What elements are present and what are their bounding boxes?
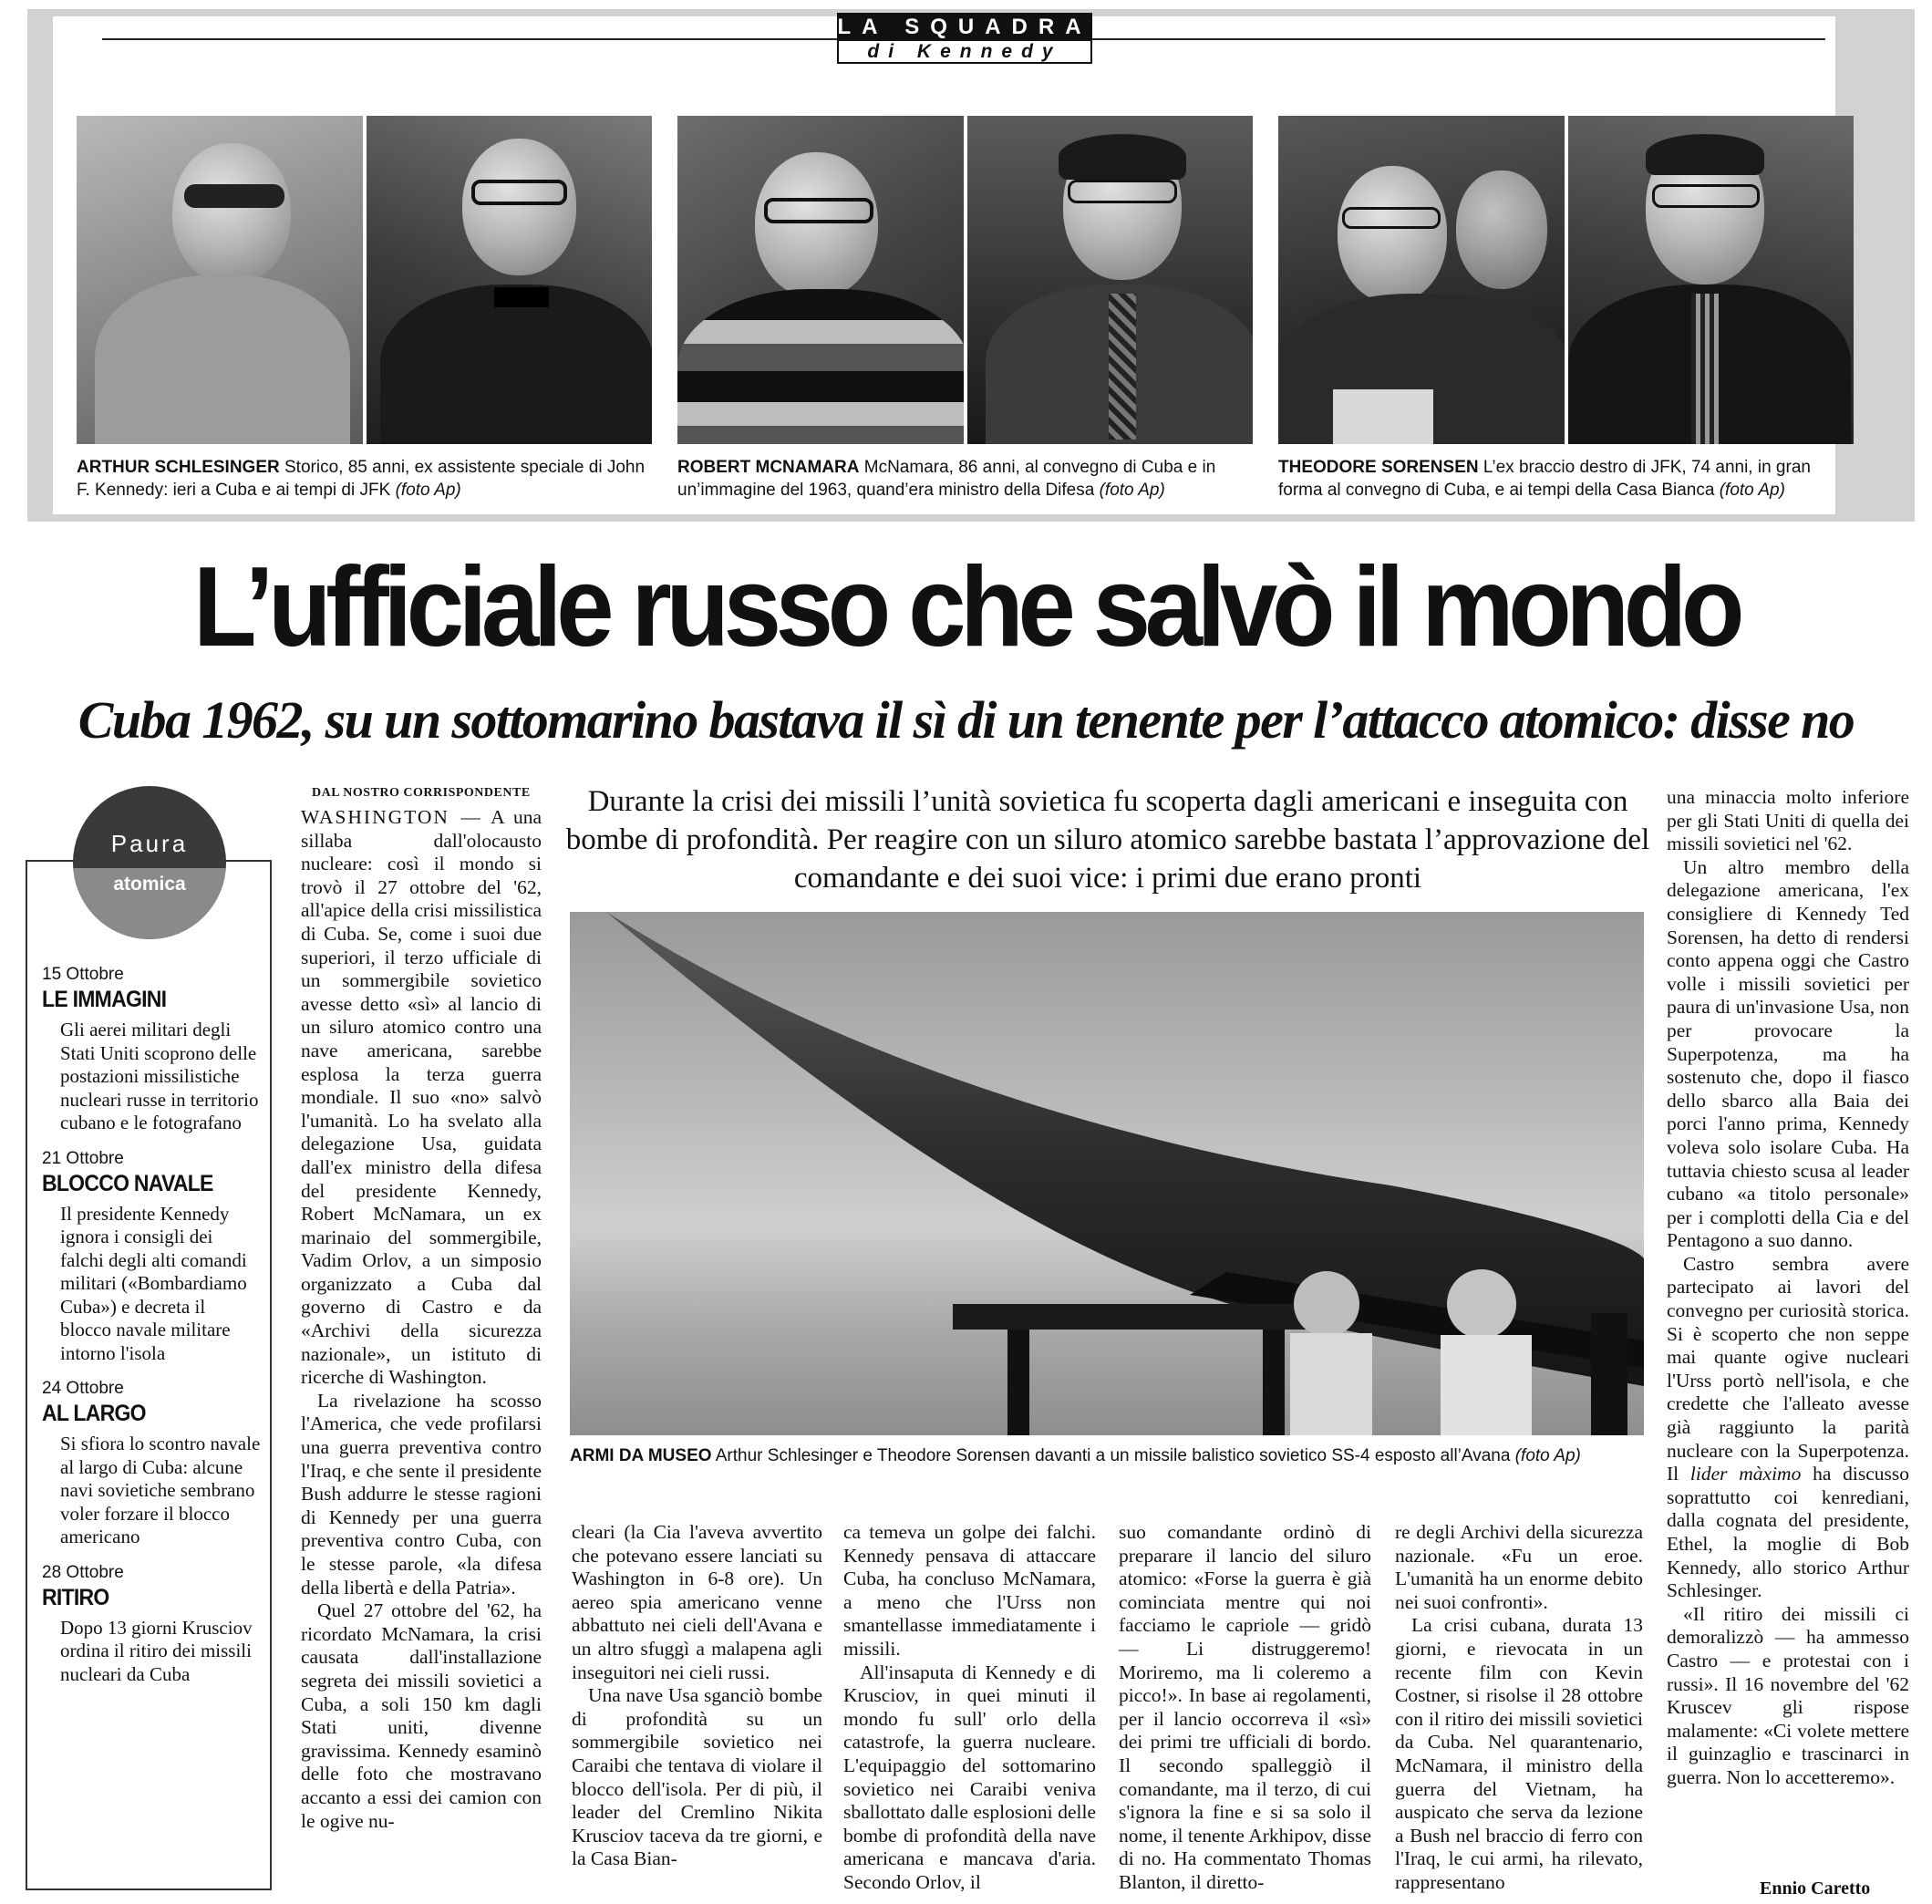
timeline-entry xyxy=(42,1378,261,1549)
photo-pair-mcnamara xyxy=(677,116,1253,444)
photo-pair-sorensen xyxy=(1278,116,1854,444)
kicker-bottom: di Kennedy xyxy=(837,41,1092,64)
photo-sorensen-white-house xyxy=(1568,116,1855,444)
caption-text: McNamara, 86 anni, al convegno di Cuba e in un’immagine del 1963, quand’era ministro della Difesa xyxy=(677,458,1216,500)
missile-caption xyxy=(570,1445,1644,1467)
caption-name: ROBERT MCNAMARA xyxy=(677,458,860,477)
timeline-text: Il presidente Kennedy ignora i consigli dei falchi degli alti comandi militari («Bombardiamo Cuba») e decreta il blocco navale militare intorno l'isola xyxy=(60,1202,247,1364)
badge-top: Paura xyxy=(110,830,189,857)
timeline-text: Dopo 13 giorni Krusciov ordina il ritiro dei missili nucleari da Cuba xyxy=(60,1616,253,1685)
photo-mcnamara-today xyxy=(677,116,964,444)
article-column-2 xyxy=(572,1521,822,1871)
timeline-title: AL LARGO xyxy=(42,1401,146,1426)
article-column-1 xyxy=(301,806,542,1833)
article-paragraph: Quel 27 ottobre del '62, ha ricordato McNamara, la crisi causata dall'installazione segreta dei missili sovietici a Cuba, a soli 150 km dagli Stati uniti, divenne gravissima. Kennedy esaminò delle foto che mostravano accanto a essi dei camion con le ogive nu- xyxy=(301,1599,542,1832)
missile-caption-text: Arthur Schlesinger e Theodore Sorensen davanti a un missile balistico sovietico SS-4 esposto all’Avana xyxy=(711,1446,1515,1465)
article-column-3 xyxy=(843,1521,1096,1895)
timeline-date: 15 Ottobre xyxy=(42,965,124,984)
paragraph-text: A una sillaba dall'olocausto nucleare: così il mondo si trovò il 27 ottobre del '62, all'apice della crisi missilistica di Cuba. Se, come i suoi due superiori, il terzo ufficiale di un sommergibile sovietico avesse detto «sì» al lancio di un siluro atomico contro una nave americana, sarebbe esplosa la terza guerra mondiale. Il suo «no» salvò l'umanità. Lo ha svelato alla delegazione Usa, guidata dall'ex ministro della difesa del presidente Kennedy, Robert McNamara, un ex marinaio del sommergibile, Vadim Orlov, a un simposio organizzato a Cuba dal governo di Castro e da «Archivi della sicurezza nazionale», un istituto di ricerche di Washington. xyxy=(301,806,542,1389)
timeline-title: LE IMMAGINI xyxy=(42,987,167,1012)
article-column-5 xyxy=(1395,1521,1643,1895)
timeline-entry xyxy=(42,1562,261,1687)
section-kicker xyxy=(837,13,1092,64)
badge-bottom: atomica xyxy=(73,868,226,939)
timeline-text: Gli aerei militari degli Stati Uniti scoprono delle postazioni missilistiche nucleari russe in territorio cubano e le fotografano xyxy=(60,1019,259,1133)
photo-caption-sorensen xyxy=(1278,456,1854,502)
article-paragraph: Un altro membro della delegazione americana, l'ex consigliere di Kennedy Ted Sorensen, ha detto di rendersi conto appena oggi che Castro volle i missili sovietici per paura di un'invasione Usa, non per provocare la Superpotenza, ma ha sostenuto che, dopo il fiasco dello sbarco alla Baia dei porci l'anno prima, Kennedy voleva solo isolare Cuba. Ha tuttavia chiesto scusa al leader cubano «a titolo personale» per i complotti della Cia e del Pentagono a suo danno. xyxy=(1667,855,1909,1252)
kicker-top: LA SQUADRA xyxy=(837,15,1092,39)
caption-name: THEODORE SORENSEN xyxy=(1278,458,1479,477)
subheadline: Cuba 1962, su un sottomarino bastava il sì di un tenente per l’attacco atomico: disse no xyxy=(77,690,1855,750)
dateline: WASHINGTON — xyxy=(301,806,482,828)
article-paragraph: Una nave Usa sganciò bombe di profondità su un sommergibile sovietico nei Caraibi che tentava di violare il blocco dell'isola. Per di più, il leader del Cremlino Nikita Krusciov taceva da tre giorni, e la Casa Bian- xyxy=(572,1684,822,1870)
article-column-4 xyxy=(1119,1521,1371,1895)
article-paragraph xyxy=(1667,1253,1909,1603)
article-paragraph: cleari (la Cia l'aveva avvertito che potevano essere lanciati su Washington in 6-8 ore). Un aereo spia americano venne abbattuto nei cieli dell'Avana e un altro sfuggì a malapena agli inseguitori nei cieli russi. xyxy=(572,1521,822,1683)
caption-name: ARTHUR SCHLESINGER xyxy=(77,458,280,477)
emphasis-text: lider màximo xyxy=(1689,1463,1802,1485)
timeline-date: 28 Ottobre xyxy=(42,1562,124,1582)
article-paragraph: All'insaputa di Kennedy e di Krusciov, in quei minuti il mondo fu sull' orlo della catastrofe, la guerra nucleare. L'equipaggio del sottomarino sovietico nei Caraibi veniva sballottato dalle esplosioni delle bombe di profondità della nave americana e mancava d'aria. Secondo Orlov, il xyxy=(843,1661,1096,1893)
timeline-date: 24 Ottobre xyxy=(42,1379,124,1398)
photo-caption-schlesinger xyxy=(77,456,652,502)
missile-photo xyxy=(570,912,1644,1435)
caption-credit: (foto Ap) xyxy=(395,481,461,500)
timeline-title: BLOCCO NAVALE xyxy=(42,1170,213,1196)
article-paragraph: una minaccia molto inferiore per gli Stati Uniti di quella dei missili sovietici nel '62. xyxy=(1667,786,1909,855)
timeline-entry xyxy=(42,1148,261,1366)
timeline-box xyxy=(26,860,272,1890)
article-deck: Durante la crisi dei missili l’unità sovietica fu scoperta dagli americani e inseguita con bombe di profondità. Per reagire con un siluro atomico sarebbe bastata l’approvazione del comandante e dei suoi vice: i primi due erano pronti xyxy=(565,785,1650,895)
article-paragraph: ca temeva un golpe dei falchi. Kennedy pensava di attaccare Cuba, ha concluso McNamara, a meno che l'Urss non smantellasse immediatamente i missili. xyxy=(843,1521,1096,1660)
timeline-text: Si sfiora lo scontro navale al largo di Cuba: alcune navi sovietiche sembrano voler forzare il blocco americano xyxy=(60,1433,261,1547)
paragraph-text: ha discusso soprattutto coi kenrediani, dalla cognata del presidente, Ethel, la moglie di Bob Kennedy, allo storico Arthur Schlesinger. xyxy=(1667,1463,1909,1602)
photo-sorensen-today xyxy=(1278,116,1565,444)
photo-pair-schlesinger xyxy=(77,116,652,444)
article-paragraph: «Il ritiro dei missili ci demoralizzò — ha ammesso Castro — e protestai con i russi». Il 16 novembre del '62 Kruscev gli rispose malamente: «Ci volete mettere il guinzaglio e trascinarci in guerra. Non lo accetteremo». xyxy=(1667,1602,1909,1788)
article-paragraph xyxy=(301,806,542,1390)
byline-prefix: DAL NOSTRO CORRISPONDENTE xyxy=(312,786,531,800)
photo-schlesinger-1960s xyxy=(367,116,653,444)
timeline-title: RITIRO xyxy=(42,1584,109,1610)
author-signature: Ennio Caretto xyxy=(1760,1878,1871,1899)
photo-schlesinger-today xyxy=(77,116,363,444)
photo-mcnamara-1963 xyxy=(967,116,1254,444)
timeline-entry xyxy=(42,964,261,1135)
article-paragraph: La rivelazione ha scosso l'America, che vede profilarsi una guerra preventiva contro l'Iraq, e che sente il presidente Bush addurre le stesse ragioni di Kennedy per una guerra preventiva contro Cuba, con le stesse parole, «la difesa della libertà e della Patria». xyxy=(301,1389,542,1599)
timeline-badge xyxy=(73,786,226,939)
caption-text: L’ex braccio destro di JFK, 74 anni, in gran forma al convegno di Cuba, e ai tempi della Casa Bianca xyxy=(1278,458,1811,500)
timeline-date: 21 Ottobre xyxy=(42,1148,124,1168)
caption-text: Storico, 85 anni, ex assistente speciale di John F. Kennedy: ieri a Cuba e ai tempi di JFK xyxy=(77,458,646,500)
article-paragraph: La crisi cubana, durata 13 giorni, e rievocata in un recente film con Kevin Costner, si risolse il 28 ottobre con il ritiro dei missili sovietici da Cuba. Nel quarantenario, McNamara, il ministro della guerra del Vietnam, ha auspicato che serva da lezione a Bush nel braccio di ferro con l'Iraq, le cui armi, ha rilevato, rappresentano xyxy=(1395,1614,1643,1893)
missile-caption-label: ARMI DA MUSEO xyxy=(570,1446,712,1465)
missile-illustration xyxy=(570,912,1644,1435)
missile-caption-credit: (foto Ap) xyxy=(1514,1446,1581,1465)
caption-credit: (foto Ap) xyxy=(1719,481,1785,500)
caption-credit: (foto Ap) xyxy=(1099,481,1165,500)
paragraph-text: Castro sembra avere partecipato ai lavori del convegno per curiosità storica. Si è scoperto che non seppe mai quante ogive nucleari l'Urss portò nell'isola, e che credette che l'alleato avesse già raggiunto la parità nucleare con la Superpotenza. Il xyxy=(1667,1252,1909,1485)
article-paragraph: suo comandante ordinò di preparare il lancio del siluro atomico: «Forse la guerra è già cominciata mentre qui noi facciamo le capriole — gridò — Li distruggeremo! Moriremo, ma li coleremo a picco!». In base ai regolamenti, per il lancio occorreva il «sì» dei primi tre ufficiali di bordo. Il secondo spalleggiò il comandante, ma il terzo, di cui s'ignora la fine e si sa solo il nome, il tenente Arkhipov, disse di no. Ha commentato Thomas Blanton, il diretto- xyxy=(1119,1521,1371,1893)
article-column-6 xyxy=(1667,786,1909,1790)
photo-caption-mcnamara xyxy=(677,456,1253,502)
headline: L’ufficiale russo che salvò il mondo xyxy=(192,544,1740,670)
article-paragraph: re degli Archivi della sicurezza nazionale. «Fu un eroe. L'umanità ha un enorme debito nei suoi confronti». xyxy=(1395,1521,1643,1613)
